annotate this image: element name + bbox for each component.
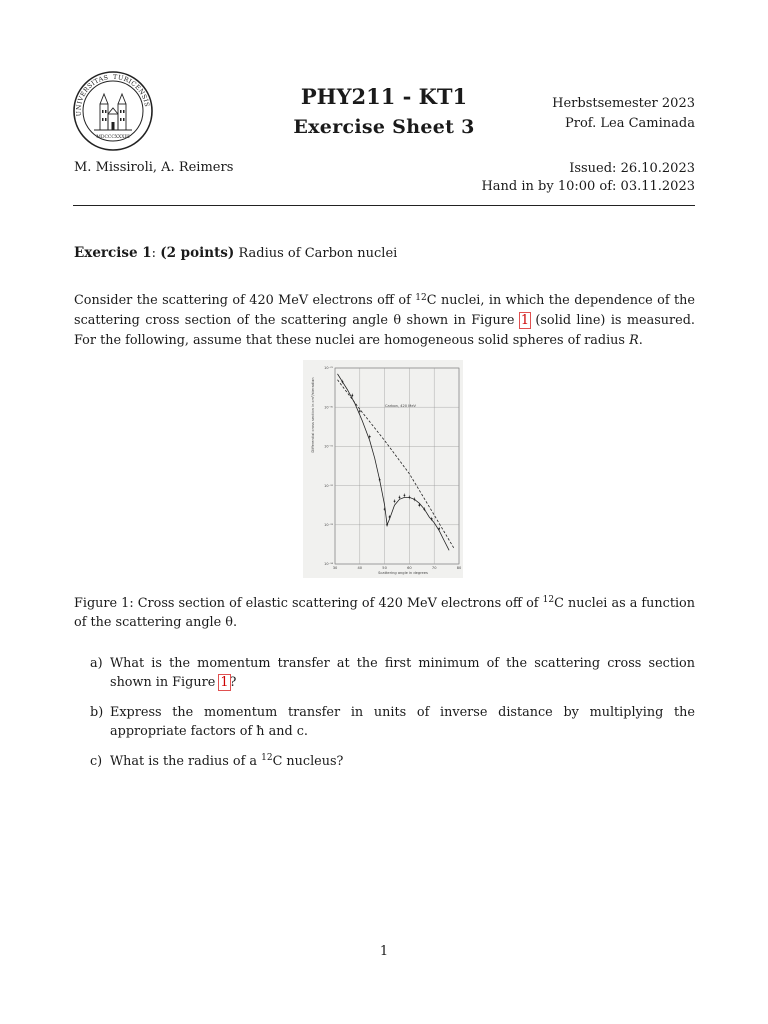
intro-text-3: (solid line) is measured. For the following, assume that these nuclei are homogeneous solid spheres of radius [74, 313, 695, 348]
data-point [394, 500, 396, 502]
x-tick-label: 80 [456, 566, 462, 570]
seal-text-right: TURICENSIS [112, 73, 151, 108]
isotope-element: C [426, 293, 437, 308]
x-tick-label: 50 [382, 566, 387, 570]
data-point [386, 524, 388, 526]
y-tick-label: 10⁻³⁰ [324, 405, 333, 410]
figure-caption [74, 594, 695, 632]
exercise-intro [74, 291, 695, 351]
page-number: 1 [379, 944, 389, 959]
data-point [418, 504, 420, 506]
semester-info [552, 94, 695, 134]
issued-date: Issued: 26.10.2023 [569, 161, 695, 176]
intro-text-1: Consider the scattering of 420 MeV electrons off of [74, 293, 416, 308]
y-tick-label: 10⁻³² [324, 483, 333, 488]
question-a [90, 654, 695, 692]
x-tick-label: 30 [332, 566, 338, 570]
cross-section-figure [303, 360, 463, 578]
question-a-end: ? [229, 675, 237, 690]
data-point [431, 518, 433, 520]
cross-section-chart [303, 360, 463, 578]
question-a-figure-link[interactable]: 1 [220, 675, 229, 690]
question-c [90, 752, 695, 771]
data-point [369, 436, 371, 438]
x-tick-label: 60 [407, 566, 412, 570]
sheet-title: Exercise Sheet 3 [293, 116, 475, 138]
exercise-label: Exercise 1 [74, 245, 152, 261]
seal-text-left: UNIVERSITAS [75, 74, 110, 117]
data-point [342, 381, 344, 383]
y-tick-label: 10⁻³⁴ [324, 562, 333, 567]
caption-text-1: Figure 1: Cross section of elastic scattering of 420 MeV electrons off of [74, 596, 543, 611]
chart-annotation: Carbon, 420 MeV [385, 404, 417, 408]
data-point [351, 395, 353, 397]
figure-link[interactable]: 1 [520, 313, 529, 328]
question-c-isotope-mass: 12 [261, 753, 273, 763]
y-tick-label: 10⁻³³ [324, 523, 333, 527]
semester: Herbstsemester 2023 [552, 96, 695, 111]
radius-symbol: R [629, 333, 639, 348]
caption-text-2: nuclei as a function of the scattering angle θ. [74, 596, 696, 630]
x-tick-label: 40 [357, 566, 363, 570]
y-tick-label: 10⁻²⁹ [324, 366, 333, 371]
question-c-label: c) [90, 754, 103, 769]
exercise-title: Radius of Carbon nuclei [238, 246, 398, 261]
professor: Prof. Lea Caminada [565, 116, 695, 131]
header-divider [73, 205, 695, 206]
caption-isotope-element: C [554, 596, 564, 611]
question-a-text: What is the momentum transfer at the first minimum of the scattering cross section shown in Figure [110, 656, 695, 690]
data-point [359, 410, 361, 412]
data-point [379, 479, 381, 481]
handin-date: Hand in by 10:00 of: 03.11.2023 [481, 179, 695, 194]
data-point [384, 508, 386, 510]
x-axis-label: Scattering angle in degrees [378, 571, 428, 575]
dates-info [481, 160, 695, 196]
y-tick-label: 10⁻³¹ [324, 444, 333, 449]
y-axis-label: Differential cross section in cm²/steradian [311, 377, 315, 453]
question-c-text: What is the radius of a [110, 754, 262, 769]
data-point [423, 508, 425, 510]
question-b-label: b) [90, 705, 104, 720]
data-point [413, 498, 415, 500]
question-a-label: a) [90, 656, 103, 671]
question-c-end: C nucleus? [272, 754, 344, 769]
course-title: PHY211 - KT1 [300, 84, 468, 109]
exercise-points: (2 points) [160, 245, 235, 261]
isotope-mass: 12 [415, 293, 427, 303]
data-point [399, 496, 401, 498]
data-point [409, 496, 411, 498]
authors: M. Missiroli, A. Reimers [74, 160, 234, 175]
seal-year: MDCCCXXXIII [96, 135, 130, 140]
intro-text-2: nuclei, in which the dependence of the scattering cross section of the scattering angle θ shown in Figure [74, 293, 695, 328]
data-point [389, 516, 391, 518]
question-b-text: Express the momentum transfer in units of inverse distance by multiplying the appropriate factors of ħ and c. [110, 705, 695, 739]
x-tick-label: 70 [431, 566, 437, 570]
exercise-colon: : [151, 246, 157, 261]
intro-end: . [638, 333, 643, 348]
university-seal-logo [72, 70, 154, 152]
data-point [404, 495, 406, 497]
exercise-heading [74, 245, 397, 261]
caption-isotope-mass: 12 [542, 595, 555, 605]
question-b [90, 703, 695, 741]
data-point [438, 528, 440, 530]
